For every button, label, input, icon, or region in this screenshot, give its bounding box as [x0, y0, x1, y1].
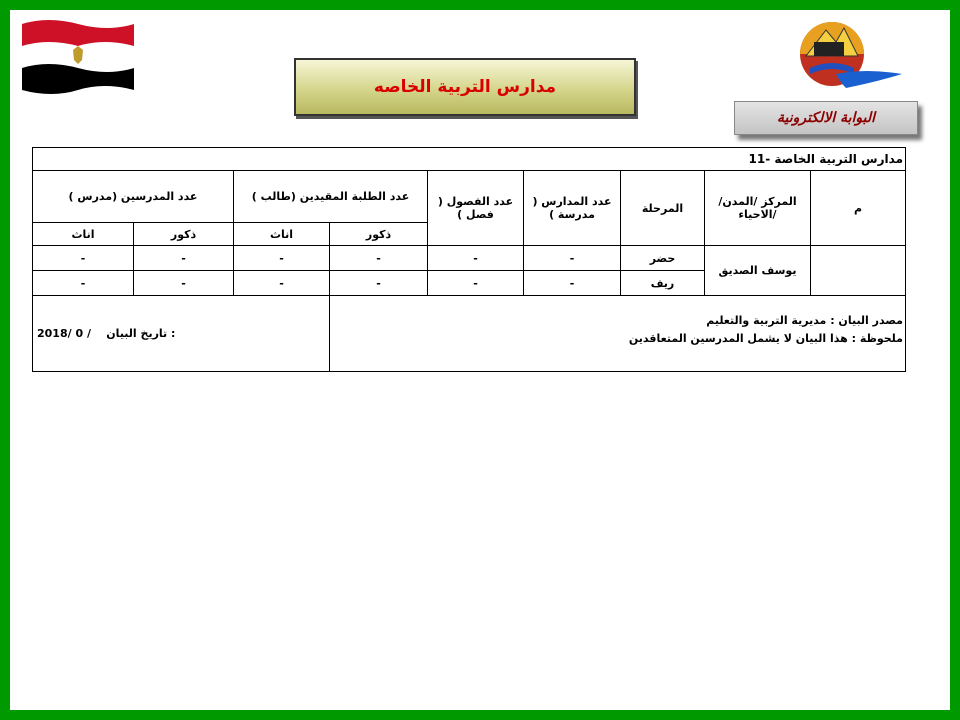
date-value: 2018/ 0 / — [37, 327, 91, 340]
page-title: مدارس التربية الخاصه — [373, 77, 557, 97]
schools-cell: - — [524, 246, 621, 271]
teachers-females-cell: - — [33, 271, 134, 296]
governorate-logo-icon — [796, 12, 906, 100]
date-cell — [33, 296, 330, 372]
table-row — [33, 246, 906, 271]
classes-cell: - — [428, 271, 524, 296]
schools-header: عدد المدارس ( مدرسة ) — [524, 171, 621, 246]
students-females-cell: - — [234, 246, 330, 271]
teachers-females-cell: - — [33, 246, 134, 271]
index-header: م — [811, 171, 906, 246]
date-label: تاريخ البيان : — [106, 327, 176, 340]
special-education-table — [32, 147, 906, 372]
table-heading: 11- مدارس التربية الخاصة — [33, 148, 906, 171]
teachers-males-cell: - — [134, 246, 234, 271]
index-cell — [811, 246, 906, 296]
e-portal-button[interactable] — [734, 101, 918, 135]
egypt-flag-icon — [18, 14, 138, 98]
students-males-header: ذكور — [330, 223, 428, 246]
students-males-cell: - — [330, 246, 428, 271]
teachers-males-header: ذكور — [134, 223, 234, 246]
page-title-banner — [294, 58, 636, 116]
students-males-cell: - — [330, 271, 428, 296]
teachers-females-header: اناث — [33, 223, 134, 246]
students-females-cell: - — [234, 271, 330, 296]
center-header: المركز /المدن/الاحياء/ — [705, 171, 811, 246]
stage-header: المرحلة — [621, 171, 705, 246]
students-header: عدد الطلبة المقيدين (طالب ) — [234, 171, 428, 223]
schools-cell: - — [524, 271, 621, 296]
classes-header: عدد الفصول ( فصل ) — [428, 171, 524, 246]
stage-cell: حضر — [621, 246, 705, 271]
source-text: مصدر البيان : مديرية التربية والتعليم — [706, 314, 903, 327]
center-name-cell: يوسف الصديق — [705, 246, 811, 296]
teachers-header: عدد المدرسين (مدرس ) — [33, 171, 234, 223]
note-text: ملحوظة : هذا البيان لا يشمل المدرسين المتعاقدين — [628, 332, 903, 345]
students-females-header: اناث — [234, 223, 330, 246]
source-cell — [330, 296, 906, 372]
e-portal-label: البوابة الالكترونية — [777, 110, 875, 126]
teachers-males-cell: - — [134, 271, 234, 296]
classes-cell: - — [428, 246, 524, 271]
stage-cell: ريف — [621, 271, 705, 296]
